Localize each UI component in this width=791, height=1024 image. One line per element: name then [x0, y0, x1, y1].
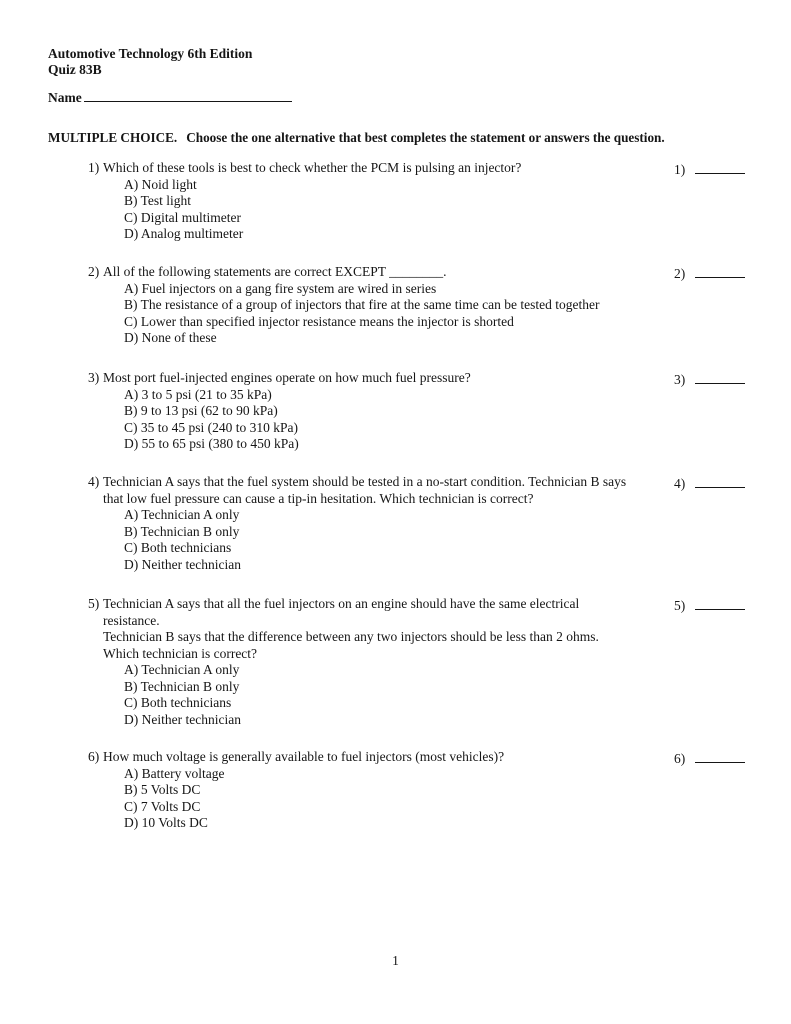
question-5 — [88, 596, 768, 728]
instructions — [48, 130, 665, 146]
question-line: resistance. — [103, 612, 160, 628]
question-number: 4) — [88, 474, 100, 489]
choice-a: A) Noid light — [124, 176, 197, 192]
question-number: 3) — [88, 370, 100, 385]
course-title: Automotive Technology 6th Edition — [48, 46, 253, 61]
choice-d: D) 10 Volts DC — [124, 815, 208, 830]
question-text: All of the following statements are correct EXCEPT ________. — [103, 264, 447, 279]
question-line — [88, 749, 768, 766]
answer-number: 2) — [674, 266, 686, 281]
question-number: 6) — [88, 749, 100, 764]
question-3 — [88, 370, 768, 453]
answer-cell-5 — [674, 596, 745, 615]
question-line — [88, 160, 768, 177]
choice-c: C) Lower than specified injector resistance means the injector is shorted — [124, 313, 514, 329]
choice-a: A) Technician A only — [124, 507, 240, 522]
choice-c: C) Both technicians — [124, 540, 232, 555]
question-line — [88, 474, 768, 491]
choice-d: D) Neither technician — [124, 556, 241, 572]
choice-c: C) Digital multimeter — [124, 209, 241, 225]
name-row — [48, 87, 292, 106]
answer-number: 4) — [674, 476, 686, 491]
answer-number: 6) — [674, 751, 686, 766]
answer-cell-2 — [674, 264, 745, 283]
quiz-header — [48, 46, 252, 78]
question-text: Most port fuel-injected engines operate on how much fuel pressure? — [103, 370, 471, 385]
choice-a: A) 3 to 5 psi (21 to 35 kPa) — [124, 386, 272, 402]
answer-cell-4 — [674, 474, 745, 493]
choice-b: B) The resistance of a group of injectors that fire at the same time can be tested together — [124, 297, 600, 312]
question-line — [88, 596, 768, 613]
answer-cell-6 — [674, 749, 745, 768]
question-text: How much voltage is generally available to fuel injectors (most vehicles)? — [103, 749, 505, 764]
question-line: Which technician is correct? — [103, 645, 258, 661]
answer-cell-1 — [674, 160, 745, 179]
quiz-number: Quiz 83B — [48, 62, 102, 77]
answer-number: 1) — [674, 162, 686, 177]
question-line: that low fuel pressure can cause a tip-in hesitation. Which technician is correct? — [103, 490, 534, 506]
question-line: Technician B says that the difference between any two injectors should be less than 2 ohms. — [103, 629, 599, 644]
page-number: 1 — [392, 953, 399, 968]
question-number: 2) — [88, 264, 100, 279]
name-blank[interactable] — [84, 87, 292, 102]
question-text: Which of these tools is best to check whether the PCM is pulsing an injector? — [103, 160, 522, 175]
choice-d: D) Analog multimeter — [124, 226, 244, 241]
choice-b: B) 5 Volts DC — [124, 782, 201, 797]
answer-number: 3) — [674, 372, 686, 387]
answer-blank-6[interactable] — [695, 749, 745, 763]
question-4 — [88, 474, 768, 573]
choice-b: B) Technician B only — [124, 523, 240, 539]
instructions-label: MULTIPLE CHOICE. — [48, 130, 178, 145]
question-text: Technician A says that the fuel system should be tested in a no-start condition. Technician B says — [103, 474, 627, 489]
answer-blank-3[interactable] — [695, 370, 745, 384]
choice-b: B) 9 to 13 psi (62 to 90 kPa) — [124, 403, 278, 418]
question-line — [88, 370, 768, 387]
choice-d: D) None of these — [124, 330, 217, 345]
question-2 — [88, 264, 768, 347]
choice-b: B) Test light — [124, 193, 192, 208]
choice-b: B) Technician B only — [124, 678, 240, 694]
answer-blank-4[interactable] — [695, 474, 745, 488]
name-label: Name — [48, 90, 82, 105]
question-text: Technician A says that all the fuel injectors on an engine should have the same electrical — [103, 596, 580, 611]
question-1 — [88, 160, 768, 243]
instructions-text: Choose the one alternative that best completes the statement or answers the question. — [186, 130, 665, 145]
choice-a: A) Fuel injectors on a gang fire system are wired in series — [124, 280, 437, 296]
choice-c: C) Both technicians — [124, 695, 232, 710]
choice-d: D) Neither technician — [124, 711, 241, 727]
question-6 — [88, 749, 768, 832]
answer-blank-1[interactable] — [695, 160, 745, 174]
answer-cell-3 — [674, 370, 745, 389]
answer-number: 5) — [674, 598, 686, 613]
choice-c: C) 35 to 45 psi (240 to 310 kPa) — [124, 419, 298, 435]
choice-a: A) Technician A only — [124, 662, 240, 677]
choice-a: A) Battery voltage — [124, 765, 225, 781]
question-number: 5) — [88, 596, 100, 611]
question-line — [88, 264, 768, 281]
question-number: 1) — [88, 160, 100, 175]
choice-d: D) 55 to 65 psi (380 to 450 kPa) — [124, 436, 299, 451]
answer-blank-2[interactable] — [695, 264, 745, 278]
choice-c: C) 7 Volts DC — [124, 798, 201, 814]
answer-blank-5[interactable] — [695, 596, 745, 610]
